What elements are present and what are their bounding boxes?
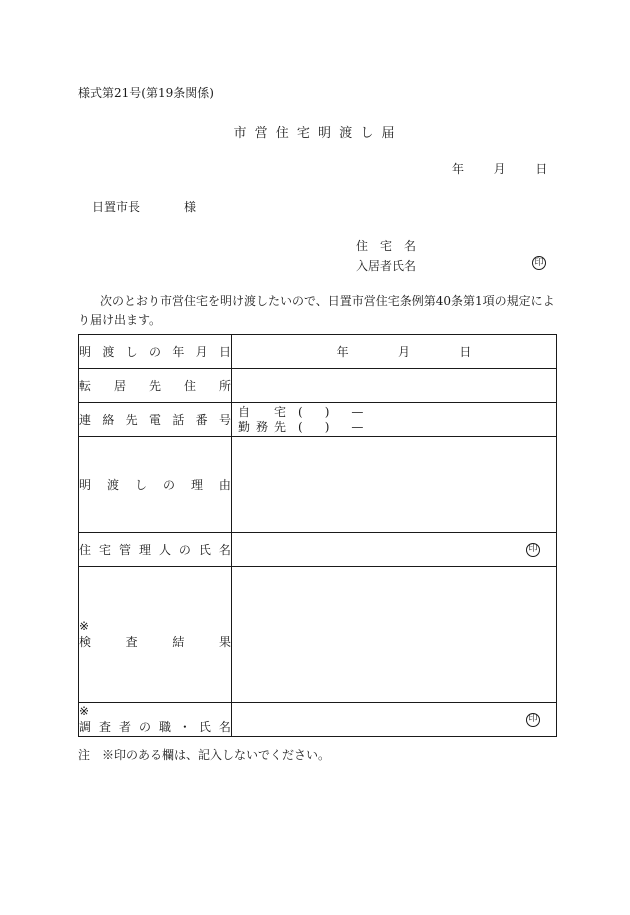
label-char: 職 [158, 720, 171, 734]
contact-home [232, 405, 556, 420]
form-number: 様式第21号(第19条関係) [78, 86, 214, 100]
row-contact [79, 403, 557, 437]
label-char: 居 [113, 379, 126, 393]
field-inspection-result[interactable] [232, 567, 557, 703]
field-reason[interactable] [232, 437, 557, 533]
housing-name-label: 住 宅 名 [356, 239, 417, 253]
label-char: 所 [218, 379, 231, 393]
label-char: 転 [79, 379, 92, 393]
label-char: 理 [190, 478, 203, 492]
label-char: 絡 [102, 413, 115, 427]
label-char: 者 [118, 720, 131, 734]
label-char: の [148, 345, 161, 359]
label-char: 月 [195, 345, 208, 359]
label-char: し [134, 478, 147, 492]
label-char: 明 [79, 478, 92, 492]
label-char: ・ [178, 720, 191, 734]
label-char: 宅 [273, 404, 286, 419]
label-vacate-date [79, 335, 232, 369]
row-vacate-date [79, 335, 557, 369]
label-char: の [178, 543, 191, 557]
vacate-year: 年 [336, 345, 349, 359]
label-char: 号 [218, 413, 231, 427]
paren-close: ) [324, 419, 330, 434]
dash: — [351, 404, 364, 419]
date-day: 日 [535, 162, 548, 176]
applicant-seal-icon: 印 [532, 256, 546, 270]
document-title: 市 営 住 宅 明 渡 し 届 [233, 126, 397, 141]
field-contact[interactable] [232, 403, 557, 437]
label-inspector [79, 703, 232, 737]
label-char: 名 [218, 543, 231, 557]
addressee-name: 日置市長 [92, 200, 141, 214]
label-char: 理 [138, 543, 151, 557]
addressee-honorific: 様 [184, 200, 197, 214]
label-char: 日 [218, 345, 231, 359]
inspector-seal-icon: 印 [526, 713, 540, 727]
label-char: し [125, 345, 138, 359]
label-char: 由 [218, 478, 231, 492]
label-char: 年 [172, 345, 185, 359]
resident-name-label: 入居者氏名 [356, 259, 417, 273]
label-char: 先 [273, 419, 286, 434]
label-char: 明 [79, 345, 92, 359]
row-inspection [79, 567, 557, 703]
label-char: 勤 [238, 419, 251, 434]
label-char: 務 [255, 419, 268, 434]
notice-table [78, 334, 557, 737]
note-mark-icon: ※ [79, 619, 90, 633]
label-char: 渡 [106, 478, 119, 492]
label-char: 話 [172, 413, 185, 427]
label-manager [79, 533, 232, 567]
label-char: 渡 [102, 345, 115, 359]
label-char: 電 [148, 413, 161, 427]
label-char: 氏 [198, 720, 211, 734]
label-char: の [138, 720, 151, 734]
dash: — [351, 419, 364, 434]
row-manager [79, 533, 557, 567]
label-contact [79, 403, 232, 437]
label-char: の [162, 478, 175, 492]
label-inspection [79, 567, 232, 703]
label-char: 査 [98, 720, 111, 734]
label-char: 先 [125, 413, 138, 427]
note-mark-icon: ※ [79, 704, 90, 718]
vacate-month: 月 [397, 345, 410, 359]
label-char: 調 [79, 720, 92, 734]
date-month: 月 [493, 162, 506, 176]
label-new-address [79, 369, 232, 403]
row-new-address [79, 369, 557, 403]
label-char: 宅 [98, 543, 111, 557]
label-char: 自 [238, 404, 251, 419]
paren-close: ) [324, 404, 330, 419]
label-char: 連 [79, 413, 92, 427]
vacate-day: 日 [459, 345, 472, 359]
field-vacate-date[interactable] [232, 335, 557, 369]
label-char: 人 [158, 543, 171, 557]
label-char: 名 [218, 720, 231, 734]
manager-seal-icon: 印 [526, 543, 540, 557]
submission-date [452, 160, 547, 177]
field-inspector-name[interactable] [232, 703, 557, 737]
field-new-address[interactable] [232, 369, 557, 403]
label-char: 結 [172, 635, 185, 649]
label-char: 先 [148, 379, 161, 393]
addressee [92, 198, 196, 215]
body-text: 次のとおり市営住宅を明け渡したいので、日置市営住宅条例第40条第1項の規定により届け出ます。 [78, 294, 555, 327]
contact-work [232, 420, 556, 435]
row-reason [79, 437, 557, 533]
label-char: 番 [195, 413, 208, 427]
label-char: 住 [183, 379, 196, 393]
field-manager-name[interactable] [232, 533, 557, 567]
label-char: 果 [218, 635, 231, 649]
paren-open: ( [298, 419, 303, 434]
date-year: 年 [452, 162, 465, 176]
label-char: 管 [118, 543, 131, 557]
label-char: 査 [125, 635, 138, 649]
footnote: 注 ※印のある欄は、記入しないでください。 [78, 748, 331, 762]
label-char: 氏 [198, 543, 211, 557]
label-char: 検 [79, 635, 92, 649]
applicant-block [356, 236, 416, 276]
row-inspector [79, 703, 557, 737]
paren-open: ( [298, 404, 303, 419]
label-reason [79, 437, 232, 533]
label-char: 住 [79, 543, 92, 557]
